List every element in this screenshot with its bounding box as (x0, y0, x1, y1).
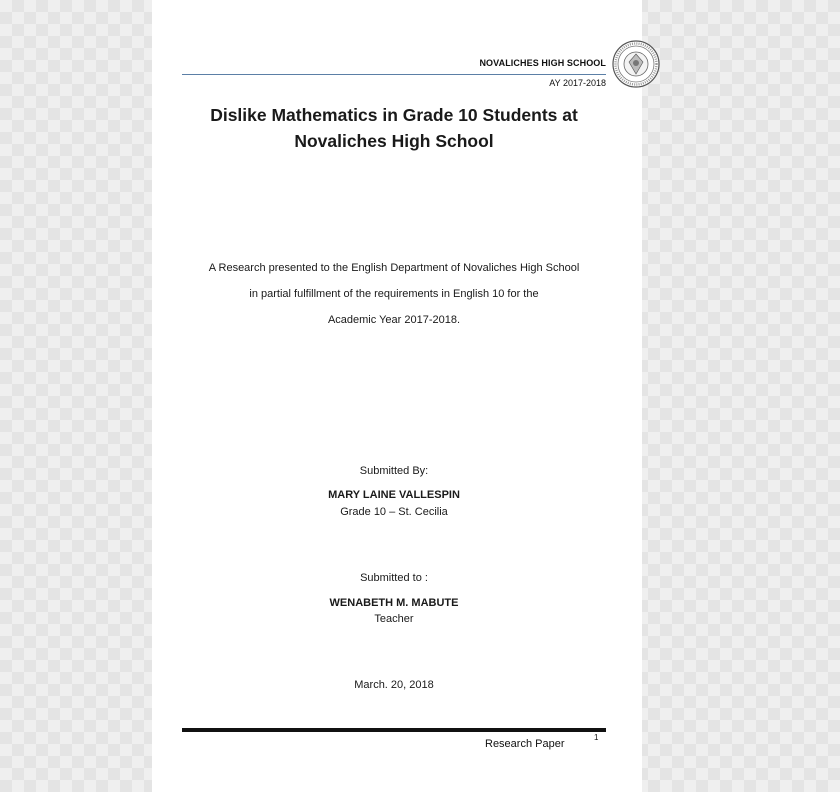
submitted-to-role: Teacher (374, 613, 414, 625)
purpose-line-1: A Research presented to the English Department of Novaliches High School (208, 262, 580, 274)
header-academic-year: AY 2017-2018 (549, 78, 606, 88)
footer-rule (182, 728, 606, 732)
school-seal-icon (612, 40, 660, 88)
submitted-to-label: Submitted to : (360, 572, 428, 584)
submitted-to-name: WENABETH M. MABUTE (329, 597, 459, 609)
submitted-by-detail: Grade 10 – St. Cecilia (340, 506, 448, 518)
header-school-name: NOVALICHES HIGH SCHOOL (479, 58, 606, 68)
document-title (152, 102, 636, 154)
submitted-by-label: Submitted By: (359, 465, 429, 477)
title-line-2: Novaliches High School (294, 131, 494, 151)
document-page (152, 0, 642, 792)
submission-date: March. 20, 2018 (354, 679, 434, 691)
footer-label: Research Paper (485, 738, 565, 750)
header-rule (182, 74, 606, 75)
purpose-line-2: in partial fulfillment of the requirements in English 10 for the (249, 288, 539, 300)
page-number: 1 (594, 733, 599, 742)
submitted-by-name: MARY LAINE VALLESPIN (328, 489, 460, 501)
purpose-line-3: Academic Year 2017-2018. (327, 314, 461, 326)
title-line-1: Dislike Mathematics in Grade 10 Students at (210, 105, 578, 125)
